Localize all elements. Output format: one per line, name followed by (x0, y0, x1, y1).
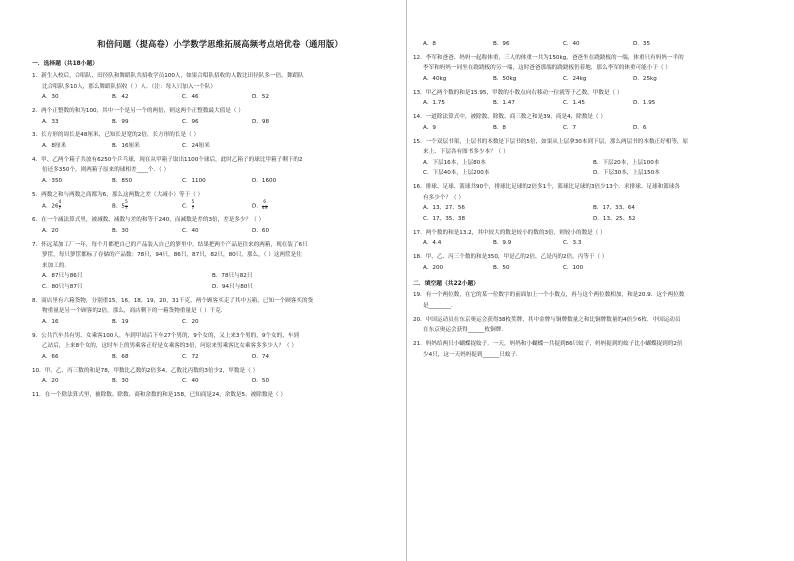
page-title: 和倍问题（提高卷）小学数学思维拓展高频考点培优卷（通用版） (97, 39, 343, 49)
question-text-line: 6．在一个减法算式里，被减数、减数与差的和等于240，而减数是差的3倍，差是多少？（ ） (32, 217, 265, 224)
question-text-line: 箩筐，每只箩筐都标了存储的产品数：78只，94只，86只，87只，82只，80只，那么，（ ）这两筐是往 (42, 252, 302, 259)
fraction-denominator: 49 (261, 205, 268, 211)
fraction-numerator: 4 (58, 200, 62, 206)
option-d[interactable]: D．50 (252, 378, 270, 385)
option-a[interactable]: A．下层16本，上层80本 (423, 159, 486, 166)
option-c[interactable]: C．96 (182, 118, 199, 125)
question-text-line: 有多少个？（ ） (423, 194, 464, 201)
option-c[interactable]: C．24厘米 (182, 143, 210, 149)
fraction-numerator: 6 (263, 200, 267, 206)
option-a[interactable]: A．30 (42, 94, 59, 101)
fraction-option-d (262, 201, 268, 211)
option-a[interactable]: A．40kg (423, 76, 447, 82)
option-c[interactable]: C．72 (182, 354, 199, 360)
option-a[interactable]: A．8厘米 (42, 143, 67, 149)
option-d[interactable]: D．下层30本，上层150本 (593, 170, 660, 177)
fraction-denominator: 7 (58, 205, 62, 211)
option-a[interactable]: A．20 (42, 227, 59, 234)
option-b[interactable]: B．96 (493, 41, 510, 47)
option-b[interactable]: B．99 (112, 118, 129, 125)
option-d[interactable]: D．1.95 (633, 100, 656, 107)
option-d[interactable]: D．98 (252, 118, 270, 125)
question-text-line: 18．甲、乙、丙三个数的和是350，甲是乙的2倍，乙是丙的2倍，丙等于（ ） (413, 254, 608, 261)
option-c[interactable]: C．下层40本，上层200本 (423, 170, 490, 177)
option-d[interactable]: D．94只与80只 (212, 283, 253, 290)
question-text-line: 李军和妈妈一同坐在跷跷板的另一端，这时爸爸那端的跷跷板仍着地，那么李军的体重可能小于（ ） (423, 65, 671, 72)
option-a[interactable]: A．4.4 (423, 240, 442, 247)
option-c[interactable]: C．40 (563, 41, 580, 47)
option-c[interactable]: C．100 (563, 264, 584, 271)
question-text-line: 倍还多350个，则两箱子原来的球相差____个．（ ） (42, 167, 170, 174)
option-b[interactable]: B．30 (112, 227, 129, 234)
option-b[interactable]: B．1.47 (493, 100, 515, 107)
question-text-line: 7．怀远某加工厂一年，每个月都把自己的产品装入自己的箩里中，结果把两个产品是往来的两箱，现在装了6只 (32, 241, 308, 248)
fraction-denominator: 7 (191, 205, 195, 211)
question-text-line: 12．李军和爸爸、妈妈一起称体重，三人的体重一共为150kg，爸爸坐在跷跷板的一端，体重只有妈妈一半的 (413, 54, 684, 61)
option-a[interactable]: A．200 (423, 264, 444, 271)
option-c[interactable]: C．80只与87只 (42, 283, 83, 290)
option-c[interactable]: C．20 (182, 319, 199, 325)
option-a[interactable]: A．8 (423, 41, 436, 47)
option-b[interactable]: B．30 (112, 378, 129, 385)
question-text-line: 比合唱队多10人，那么舞蹈队招收（ ）人．（注：每人只加入一个队） (42, 83, 216, 90)
fraction-option-b (125, 201, 128, 211)
question-text-line: 14．一道除法算式中，被除数、除数、商三数之和是39，商是4，除数是（ ） (413, 114, 606, 121)
option-d[interactable]: D．52 (252, 94, 270, 101)
option-b[interactable]: B．850 (112, 178, 133, 184)
question-text-line: 乙站后，上来8个女的，这时车上的男乘客正好是女乘客的3倍，问原来男乘客比女乘客多多少人？（ ） (42, 343, 298, 350)
question-text-line: 来上、下层各有图书多少本？（ ） (423, 149, 509, 156)
question-text-line: 5．两数之和与两数之商都为6，那么这两数之差（大减小）等于（ ） (32, 191, 204, 198)
option-d[interactable]: D．1600 (252, 178, 277, 184)
option-b[interactable]: B．78只与82只 (212, 273, 253, 280)
option-a[interactable]: A．350 (42, 178, 63, 184)
option-b[interactable]: B．8 (493, 124, 506, 131)
fraction-option-a (59, 201, 62, 211)
question-text-line: 在东京奥运会获得______枚铜牌． (423, 327, 507, 334)
option-d[interactable]: D．74 (252, 354, 270, 360)
question-text-line: 15．一个双层书架，上层书的本数是下层书的5倍，如果从上层拿30本到下层，那么两层书的本数正好相等，原 (413, 138, 689, 145)
option-a[interactable]: A．87只与86只 (42, 273, 83, 280)
option-a[interactable]: A．20 (42, 378, 59, 385)
question-text-line: 1．新生入校后，合唱队、田径队和舞蹈队共招收学员100人，如果合唱队招收的人数比田径队多一倍，舞蹈队 (32, 73, 304, 79)
option-c[interactable]: C．24kg (563, 76, 587, 82)
question-text-line: 来加工的． (42, 262, 70, 269)
fraction-denominator: 7 (125, 205, 128, 211)
fraction-numerator: 5 (125, 200, 128, 206)
option-b[interactable]: B．17、33、64 (593, 205, 635, 212)
fraction-option-c (192, 201, 195, 211)
question-text-line: 21．妈妈给两只小蝴蝶捉蚊子．一天，妈妈和小蝴蝶一共捉到86只蚊子，妈妈捉到的蚊子比小蝴蝶捉到的2倍 (413, 341, 683, 347)
option-d[interactable]: D．35 (633, 41, 651, 47)
question-text-line: 9．公共汽车共有男、女乘客100人，车到甲站后下车27个男的，9个女的，又上来3个男的，9个女的，车到 (32, 332, 299, 339)
option-a[interactable]: A．1.75 (423, 100, 445, 107)
option-b[interactable]: B．19 (112, 319, 129, 325)
option-c[interactable]: C．46 (182, 94, 199, 101)
question-text-line: 3．长方形的周长是48厘米，已知长是宽的2倍，长方形的长是（ ） (32, 132, 200, 139)
right-column (406, 0, 775, 561)
option-b[interactable]: B．50 (493, 264, 510, 271)
option-c[interactable]: C．3.3 (563, 240, 582, 247)
option-a[interactable]: A．13、27、56 (423, 205, 465, 212)
question-text-line: 少4只，这一天妈妈捉到______只蚊子． (423, 351, 522, 358)
option-c[interactable]: C．1100 (182, 178, 206, 184)
section-heading-choice: 一．选择题（共18小题） (32, 61, 99, 67)
option-b[interactable]: B．16厘米 (112, 143, 140, 149)
option-a[interactable]: A．26 $\frac{4}{7}$ (42, 200, 62, 211)
option-c[interactable]: C．40 (182, 227, 199, 234)
question-text-line: 19．有一个两位数，在它的某一位数字的前面加上一个小数点，再与这个两位数相加，和是20.9．这个两位数 (413, 292, 685, 299)
option-d[interactable]: D．60 (252, 227, 270, 234)
question-text-line: 10．甲、乙、丙三数的和是78，甲数比乙数的2倍多4，乙数比丙数的3倍少2，甲数是（ ） (32, 367, 259, 374)
option-c[interactable]: C．40 (182, 378, 199, 385)
option-d[interactable]: D．13、25、52 (593, 215, 636, 222)
question-text-line: 17．两个数的和是13.2，其中较大的数是较小的数的3倍，则较小的数是（ ） (413, 229, 606, 236)
question-text-line: 16．排球、足球、篮球共90个，排球比足球的2倍多1个，篮球比足球的3倍少13个．求排球、足球和篮球各 (413, 184, 680, 191)
section-heading-fill: 二．填空题（共22小题） (413, 280, 480, 287)
question-text-line: 20．中国运动员在东京奥运会获得38枚奖牌，其中金牌与铜牌数量之和比铜牌数量的4倍少6枚．中国运动员 (413, 316, 681, 323)
option-a[interactable]: A．66 (42, 354, 59, 360)
question-text-line: 11．在一个除法算式里，被除数、除数、商和余数的和是158，已知商是24，余数是5，被除数是（ ） (32, 392, 287, 399)
question-text-line: 物重量是另一个顾客的2倍，那么，商店剩下的一箱货物重量是（ ）千克． (42, 308, 227, 315)
fraction-numerator: 5 (191, 200, 195, 206)
option-a[interactable]: A．9 (423, 124, 436, 131)
option-b[interactable]: B．50kg (493, 76, 517, 82)
option-a[interactable]: A．33 (42, 118, 59, 125)
option-b[interactable]: B．68 (112, 354, 129, 360)
question-text-line: 是________． (423, 302, 457, 309)
option-b[interactable]: B．9.9 (493, 240, 512, 247)
option-c[interactable]: C．17、35、38 (423, 215, 466, 222)
question-text-line: 4．甲、乙两个箱子共放有6250个乒乓球，现在从甲箱子取出1100个球后，此时乙箱子的球比甲箱子剩下的2 (32, 156, 303, 163)
option-b[interactable]: B．42 (112, 94, 129, 101)
option-b[interactable]: B．下层20本，上层100本 (593, 159, 660, 166)
option-d[interactable]: D．25kg (633, 76, 657, 82)
option-c[interactable]: C．7 (563, 124, 577, 131)
option-c[interactable]: C． $\frac{5}{7}$ (182, 200, 195, 211)
question-text-line: 2．两个正整数的和为100，其中一个是另一个的两倍，则这两个正整数最大值是（ ） (32, 108, 244, 114)
option-d[interactable]: D． $\frac{6}{49}$ (252, 200, 268, 211)
option-a[interactable]: A．16 (42, 319, 59, 325)
option-d[interactable]: D．6 (633, 124, 647, 131)
option-b[interactable]: B．5 $\frac{5}{7}$ (112, 200, 128, 211)
question-text-line: 13．甲乙两个数的和是15.95，甲数的小数点向右移动一位就等于乙数，甲数是（ ） (413, 89, 623, 96)
question-text-line: 8．商店里有六箱货物，分别重15，16，18，19，20，31千克，两个顾客买走了其中五箱，已知一个顾客买的货 (32, 297, 314, 304)
option-c[interactable]: C．1.45 (563, 100, 585, 107)
